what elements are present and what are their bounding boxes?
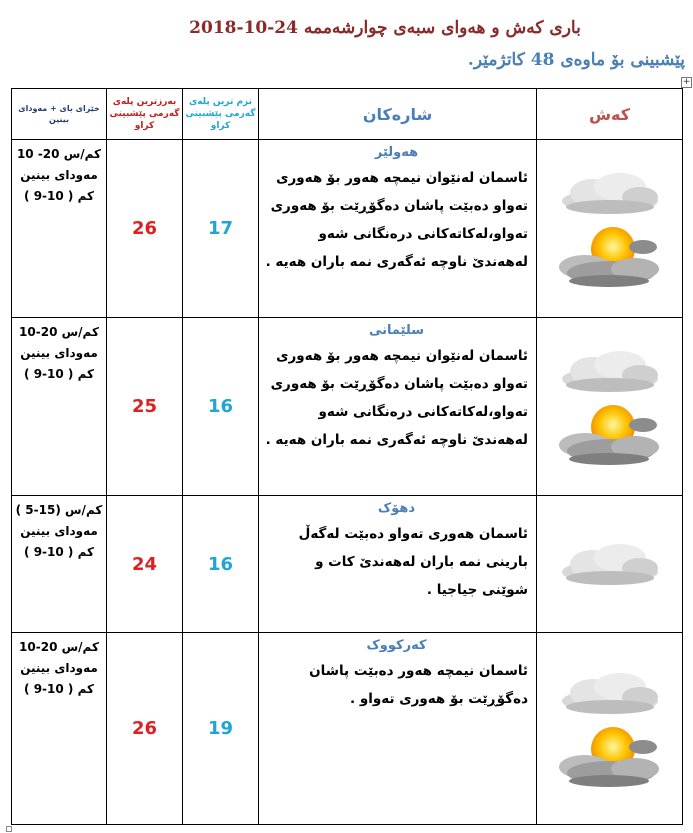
- max-temp-cell: 26: [107, 633, 183, 825]
- visibility-label: مەودای بینین: [20, 524, 98, 538]
- header-max-temp: بەرزترین پلەی گەرمی پێشبینی کراو: [107, 89, 183, 140]
- city-forecast-cell: [259, 496, 537, 633]
- forecast-text: ئاسمان لەنێوان نیمچە هەور بۆ هەوری تەواو دەبێت پاشان دەگۆڕێت بۆ هەوری تەواو،لەکاتەکانی درەنگانی شەو لەهەندێ ناوچە ئەگەری نمە باران هەیە .: [265, 348, 528, 448]
- wind-visibility-cell: [12, 496, 107, 633]
- weather-icon-cell: [537, 633, 683, 825]
- sun-cloud-icon: [555, 223, 665, 289]
- city-name: دهۆک: [377, 501, 416, 516]
- min-temp-cell: 16: [183, 318, 259, 496]
- visibility-value: ( 9-10 ) کم: [24, 682, 94, 696]
- page-title: باری کەش و هەوای سبەی چوارشەممە 24-10-2018: [189, 18, 581, 38]
- forecast-text: ئاسمان هەوری تەواو دەبێت لەگەڵ بارینی نمە باران لەهەندێ کات و شوێنی جیاجیا .: [298, 526, 528, 598]
- max-temp-cell: 24: [107, 496, 183, 633]
- cloud-icon: [558, 169, 662, 217]
- cloud-icon: [558, 347, 662, 395]
- table-row: [12, 140, 683, 318]
- wind-speed-text: ( 5-15) کم/س: [15, 503, 103, 517]
- header-wind: خێرای بای + مەودای بینین: [12, 89, 107, 140]
- visibility-label: مەودای بینین: [20, 346, 98, 360]
- wind-visibility-cell: [12, 140, 107, 318]
- visibility-label: مەودای بینین: [20, 168, 98, 182]
- visibility-label: مەودای بینین: [20, 661, 98, 675]
- header-city: شارەکان: [259, 89, 537, 140]
- forecast-table: [11, 88, 683, 825]
- weather-icon-cell: [537, 496, 683, 633]
- city-forecast-cell: [259, 140, 537, 318]
- visibility-value: ( 9-10 ) کم: [24, 367, 94, 381]
- table-header-row: [12, 89, 683, 140]
- table-row: [12, 633, 683, 825]
- weather-icon-cell: [537, 318, 683, 496]
- city-name: هەولێر: [374, 145, 419, 160]
- city-name: کەرکووک: [366, 638, 427, 653]
- wind-speed-text: 10-20 کم/س: [19, 640, 99, 654]
- min-temp-cell: 17: [183, 140, 259, 318]
- max-temp-cell: 26: [107, 140, 183, 318]
- wind-speed-text: 10-20 کم/س: [19, 325, 99, 339]
- table-row: [12, 496, 683, 633]
- city-name: سلێمانی: [368, 323, 425, 338]
- cloud-icon: [558, 669, 662, 717]
- min-temp-cell: 19: [183, 633, 259, 825]
- header-weather: کەش: [537, 89, 683, 140]
- max-temp-cell: 25: [107, 318, 183, 496]
- page-end-marker: [6, 826, 12, 832]
- city-forecast-cell: [259, 318, 537, 496]
- wind-visibility-cell: [12, 633, 107, 825]
- forecast-text: ئاسمان نیمچە هەور دەبێت پاشان دەگۆڕێت بۆ هەوری تەواو .: [309, 663, 528, 707]
- visibility-value: ( 9-10 ) کم: [24, 189, 94, 203]
- min-temp-cell: 16: [183, 496, 259, 633]
- visibility-value: ( 9-10 ) کم: [24, 545, 94, 559]
- sun-cloud-icon: [555, 401, 665, 467]
- wind-visibility-cell: [12, 318, 107, 496]
- table-move-handle[interactable]: +: [682, 77, 691, 87]
- city-forecast-cell: [259, 633, 537, 825]
- weather-icon-cell: [537, 140, 683, 318]
- table-row: [12, 318, 683, 496]
- header-min-temp: نزم ترین پلەی گەرمی پێشبینی کراو: [183, 89, 259, 140]
- page-subtitle: پێشبینی بۆ ماوەی 48 کاتژمێر.: [467, 50, 685, 70]
- sun-cloud-icon: [555, 723, 665, 789]
- forecast-text: ئاسمان لەنێوان نیمچە هەور بۆ هەوری تەواو دەبێت پاشان دەگۆڕێت بۆ هەوری تەواو،لەکاتەکانی درەنگانی شەو لەهەندێ ناوچە ئەگەری نمە باران هەیە .: [265, 170, 528, 270]
- wind-speed-text: 10 -20 کم/س: [16, 147, 102, 161]
- cloud-icon: [558, 540, 662, 588]
